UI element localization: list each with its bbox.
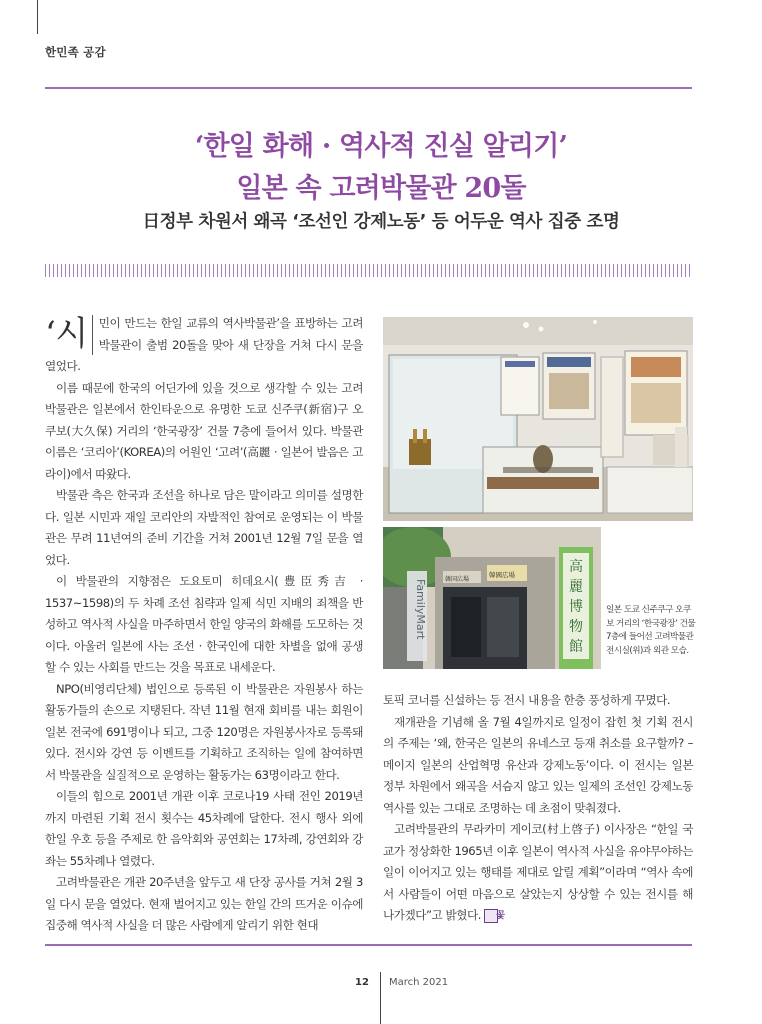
article-paragraph: 이 박물관의 지향점은 도요토미 히데요시(豊臣秀吉 · 1537~1598)의 두 차례 조선 침략과 일제 식민 지배의 죄책을 반성하고 역사적 사실을 마주하면서 한일 양국의 화해를 도모하는 것이다. 아울러 일본에 사는 조선 · 한국인에 대한 차별을 없애 공생할 수 있는 사회를 만드는 것을 목표로 내세운다. [45,574,363,674]
article-paragraph: 재개관을 기념해 올 7월 4일까지로 일정이 잡힌 첫 기획 전시의 주제는 ‘왜, 한국은 일본의 유네스코 등재 취소를 요구할까? – 메이지 일본의 산업혁명 유산과 강제노동’이다. 이 전시는 일본 정부 차원에서 왜곡을 서슴지 않고 있는 일제의 조선인 강제노동 역사를 있는 그대로 조명하는 데 초점이 맞춰졌다. [383,714,693,815]
footer-divider [45,944,692,946]
museum-interior-photo [383,317,693,521]
article-paragraph: 이들의 힘으로 2001년 개관 이후 코로나19 사태 전인 2019년까지 마련된 기획 전시 횟수는 45차례에 달한다. 전시 행사 외에 한일 우호 등을 주제로 한 음악회와 공연회는 17차례, 강연회와 강좌는 55차례나 열렸다. [45,789,363,868]
photo-caption: 일본 도쿄 신주쿠구 오쿠보 거리의 ‘한국광장’ 건물 7층에 들어선 고려박물관 전시실(위)과 외관 모습. [606,605,696,656]
article-paragraph: 고려박물관의 무라카미 게이코(村上啓子) 이사장은 “한일 국교가 정상화한 1965년 이후 일본이 역사적 사실을 유야무야하는 일이 이어지고 있는 행태를 제대로 알릴 계획”이라며 “역사 속에서 사람들이 어떤 마음으로 살았는지 상상할 수 있는 전시를 해 나가겠다”고 밝혔다. 꽃 [383,822,693,922]
article-left-column [45,313,363,937]
drop-cap: ‘시 [45,315,93,355]
article-right-column [383,690,693,927]
issue-date: March 2021 [389,977,449,988]
building-exterior-illustration [383,527,601,669]
building-exterior-photo [383,527,601,669]
building-sign-1: 韓國広場 [489,571,515,579]
dotted-divider [45,264,692,277]
hanja-sign-char-5: 館 [569,639,583,655]
header-divider [45,87,692,89]
building-sign-2: 韓国広場 [445,576,470,583]
article-paragraph: 이름 때문에 한국의 어딘가에 있을 것으로 생각할 수 있는 고려박물관은 일본에서 한인타운으로 유명한 도쿄 신주쿠(新宿)구 오쿠보(大久保) 거리의 ‘한국광장’ 건물 7층에 들어서 있다. 박물관 이름은 ‘코리아’(KOREA)의 어원인 ‘고려’(高麗 · 일본어 발음은 고라이)에서 따왔다. [45,380,363,481]
headline-line-2: 일본 속 고려박물관 20돌 [236,173,526,204]
top-rule [37,0,38,34]
hanja-sign-char-4: 物 [569,619,583,635]
footer-rule [380,972,381,1024]
section-label: 한민족 공감 [45,45,106,59]
hanja-sign-char-2: 麗 [569,579,583,595]
article-paragraph: NPO(비영리단체) 법인으로 등록된 이 박물관은 자원봉사 하는 활동가들의 손으로 지탱된다. 작년 11월 현재 회비를 내는 회원이 일본 전국에 691명이나 되고, 그중 120명은 자원봉사자로 등록돼 있다. 전시와 강연 등 이벤트를 기획하고 조직하는 일에 참여하면서 박물관을 실질적으로 운영하는 활동가는 63명이라고 한다. [45,681,363,782]
museum-interior-illustration [383,317,693,521]
hanja-sign-char-1: 高 [569,559,583,575]
article-paragraph: 토픽 코너를 신설하는 등 전시 내용을 한층 풍성하게 꾸몄다. [383,693,671,707]
headline-line-1: ‘한일 화해 · 역사적 진실 알리기’ [194,131,568,162]
page-number: 12 [355,977,369,988]
article-paragraph: 박물관 측은 한국과 조선을 하나로 담은 말이라고 의미를 설명한다. 일본 시민과 재일 코리안의 자발적인 참여로 운영되는 이 박물관은 무려 11년여의 준비 기간을 거쳐 2001년 12월 7일 문을 열었다. [45,488,363,567]
article-paragraph: 고려박물관은 개관 20주년을 앞두고 새 단장 공사를 거쳐 2월 3일 다시 문을 열었다. 현재 벌어지고 있는 한일 간의 뜨거운 이슈에 집중해 역사적 사실을 더 많은 사람에게 알리기 위한 현대 [45,875,363,932]
article-end-icon: 꽃 [484,909,498,923]
familymart-sign: FamilyMart [414,579,427,640]
article-paragraph: ‘시 민이 만드는 한일 교류의 역사박물관’을 표방하는 고려박물관이 출범 20돌을 맞아 새 단장을 거쳐 다시 문을 열었다. [45,314,363,373]
subheadline: 日정부 차원서 왜곡 ‘조선인 강제노동’ 등 어두운 역사 집중 조명 [142,212,620,232]
hanja-sign-char-3: 博 [569,599,583,615]
